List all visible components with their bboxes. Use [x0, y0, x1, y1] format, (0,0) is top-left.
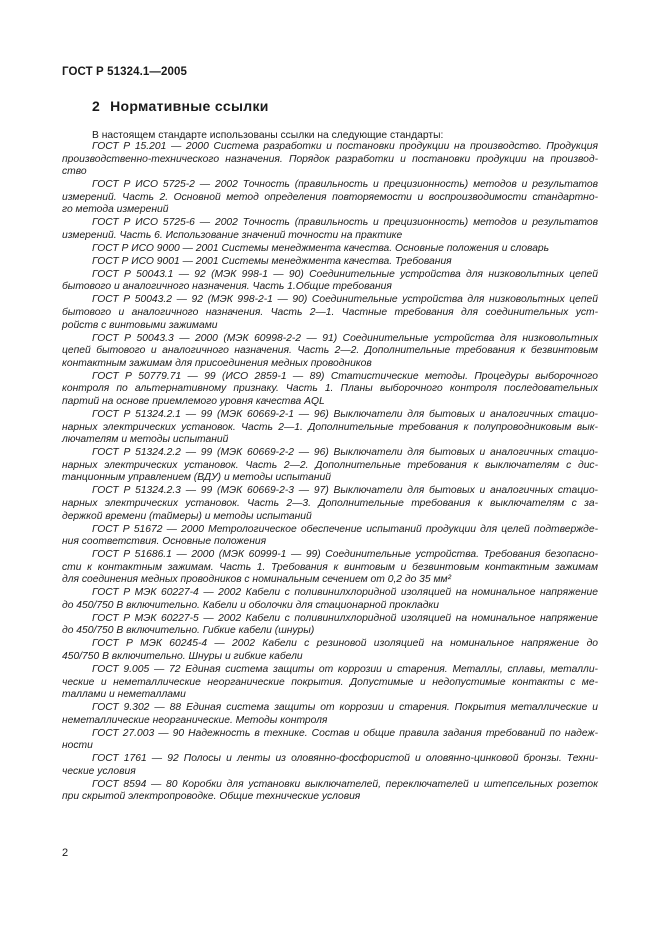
section-number: 2 [92, 98, 101, 114]
reference-line: до 450/750 В включительно. Кабели и оболочки для стационарной прокладки [62, 599, 440, 611]
reference-item [62, 217, 598, 242]
reference-line: бытового и аналогичного назначения. Часть 1.Общие требования [62, 281, 392, 293]
reference-item [62, 269, 598, 294]
reference-line: нарных электрических установок. Часть 2—2. Дополнительные требования к выключателям с дис- [62, 459, 598, 471]
reference-item [62, 613, 598, 638]
reference-item [62, 549, 598, 587]
reference-line: ГОСТ Р 51324.2.3 — 99 (МЭК 60669-2-3 — 97) Выключатели для бытовых и аналогичных стацио- [92, 485, 598, 497]
reference-line: ГОСТ 1761 — 92 Полосы и ленты из оловянно-фосфористой и оловянно-цинковой бронзы. Техни- [92, 753, 598, 765]
reference-line: танционным управлением (ВДУ) и методы испытаний [62, 472, 331, 484]
reference-line: ГОСТ 9.005 — 72 Единая система защиты от коррозии и старения. Металлы, сплавы, металли- [92, 663, 598, 675]
page-number: 2 [62, 847, 69, 859]
reference-line: ГОСТ Р МЭК 60227-5 — 2002 Кабели с поливинилхлоридной изоляцией на номинальное напряжение [92, 612, 598, 624]
reference-line: партий на основе приемлемого уровня качества AQL [62, 396, 325, 407]
reference-item [62, 702, 598, 727]
reference-line: неметаллические неорганические. Методы контроля [62, 714, 328, 726]
reference-line: ГОСТ Р 51324.2.2 — 99 (МЭК 60669-2-2 — 96) Выключатели для бытовых и аналогичных стацио- [92, 447, 598, 459]
reference-line: ГОСТ Р 51686.1 — 2000 (МЭК 60999-1 — 99) Соединительные устройства. Требования безопасно- [92, 549, 598, 561]
reference-item [62, 243, 598, 256]
reference-line: ГОСТ Р 50043.1 — 92 (МЭК 998-1 — 90) Соединительные устройства для низковольтных цепей [92, 268, 598, 280]
reference-line: нарных электрических установок. Часть 2—3. Дополнительные требования к выключателям с за- [62, 497, 598, 509]
reference-line: ГОСТ 27.003 — 90 Надежность в технике. Состав и общие правила задания требований по надеж- [92, 727, 598, 739]
reference-item [62, 485, 598, 523]
reference-item [62, 294, 598, 332]
reference-line: ГОСТ Р 51324.2.1 — 99 (МЭК 60669-2-1 — 96) Выключатели для бытовых и аналогичных стацио- [92, 408, 598, 420]
reference-item [62, 524, 598, 549]
reference-item [62, 728, 598, 753]
reference-item [62, 638, 598, 663]
reference-line: измерений. Часть 2. Основной метод определения повторяемости и воспроизводимости стандартно- [62, 191, 598, 203]
reference-line: ГОСТ 8594 — 80 Коробки для установки выключателей, переключателей и штепсельных розеток [92, 778, 598, 790]
reference-line: ство [62, 166, 87, 178]
reference-line: ройств с винтовыми зажимами [62, 319, 218, 331]
reference-line: лючателям и методы испытаний [62, 434, 229, 446]
reference-item [62, 371, 598, 409]
reference-line: 450/750 В включительно. Шнуры и гибкие кабели [62, 651, 303, 662]
reference-line: производственно-технического назначения. Порядок разработки и постановки продукции на производ- [62, 153, 598, 165]
reference-line: нарных электрических установок. Часть 2—1. Дополнительные требования к полупроводниковым вык- [62, 421, 598, 433]
reference-line: сти к контактным зажимам. Часть 1. Требования к винтовым и безвинтовым контактным зажимам [62, 561, 598, 573]
reference-line: ГОСТ 9.302 — 88 Единая система защиты от коррозии и старения. Покрытия металлические и [92, 702, 598, 714]
reference-line: таллами и неметаллами [62, 689, 186, 701]
reference-line: при скрытой электропроводке. Общие технические условия [62, 791, 361, 803]
reference-line: ГОСТ Р 50043.3 — 2000 (МЭК 60998-2-2 — 91) Соединительные устройства для низковольтных [92, 332, 598, 344]
reference-line: бытового и аналогичного назначения. Часть 2—1. Частные требования для соединительных уст- [62, 307, 598, 319]
reference-line: ГОСТ Р МЭК 60227-4 — 2002 Кабели с поливинилхлоридной изоляцией на номинальное напряжение [92, 587, 598, 599]
reference-line: ГОСТ Р 50779.71 — 99 (ИСО 2859-1 — 89) Статистические методы. Процедуры выборочного [92, 370, 598, 382]
section-title [92, 98, 269, 114]
reference-line: ГОСТ Р ИСО 5725-2 — 2002 Точность (правильность и прецизионность) методов и результатов [92, 179, 598, 191]
references-list [62, 141, 598, 804]
reference-item [62, 333, 598, 371]
reference-line: до 450/750 В включительно. Гибкие кабели (шнуры) [62, 625, 315, 637]
intro-text: В настоящем стандарте использованы ссылки на следующие стандарты: [92, 130, 444, 141]
page-header: ГОСТ Р 51324.1—2005 [62, 66, 187, 78]
reference-line: ности [62, 740, 93, 752]
reference-line: контактным зажимам для присоединения медных проводников [62, 357, 372, 369]
reference-line: ГОСТ Р 51672 — 2000 Метрологическое обеспечение испытаний продукции для целей подтвержде- [92, 523, 598, 535]
reference-line: цепей бытового и аналогичного назначения. Часть 2—2. Дополнительные требования к безвинтовым [62, 345, 598, 357]
reference-item [62, 447, 598, 485]
reference-item [62, 753, 598, 778]
reference-item [62, 664, 598, 702]
reference-line: го метода измерений [62, 204, 169, 216]
reference-line: ческие условия [62, 765, 136, 777]
reference-line: для соединения медных проводников с номинальным сечением от 0,2 до 35 мм² [62, 574, 452, 586]
reference-line: ческие и неметаллические неорганические покрытия. Допустимые и недопустимые контакты с ме- [62, 676, 598, 688]
reference-item [62, 179, 598, 217]
reference-line: ния соответствия. Основные положения [62, 536, 267, 548]
reference-item [62, 141, 598, 179]
reference-line: ГОСТ Р ИСО 5725-6 — 2002 Точность (правильность и прецизионность) методов и результатов [92, 217, 598, 229]
reference-item [62, 256, 598, 269]
reference-line: ГОСТ Р 50043.2 — 92 (МЭК 998-2-1 — 90) Соединительные устройства для низковольтных цепей [92, 294, 598, 306]
reference-item [62, 779, 598, 804]
reference-line: ГОСТ Р МЭК 60245-4 — 2002 Кабели с резиновой изоляцией на номинальное напряжение до [92, 638, 598, 650]
reference-item [62, 587, 598, 612]
reference-line: измерений. Часть 6. Использование значений точности на практике [62, 229, 403, 241]
reference-item [62, 409, 598, 447]
section-heading: Нормативные ссылки [110, 98, 269, 114]
reference-line: ГОСТ Р 15.201 — 2000 Система разработки и постановки продукции на производство. Продукция [92, 141, 598, 152]
reference-line: держкой времени (таймеры) и методы испытаний [62, 510, 312, 522]
reference-line: контроля по альтернативному признаку. Часть 1. Планы выборочного контроля последовательных [62, 383, 598, 395]
reference-line: ГОСТ Р ИСО 9001 — 2001 Системы менеджмента качества. Требования [92, 255, 452, 267]
reference-line: ГОСТ Р ИСО 9000 — 2001 Системы менеджмента качества. Основные положения и словарь [92, 242, 550, 254]
